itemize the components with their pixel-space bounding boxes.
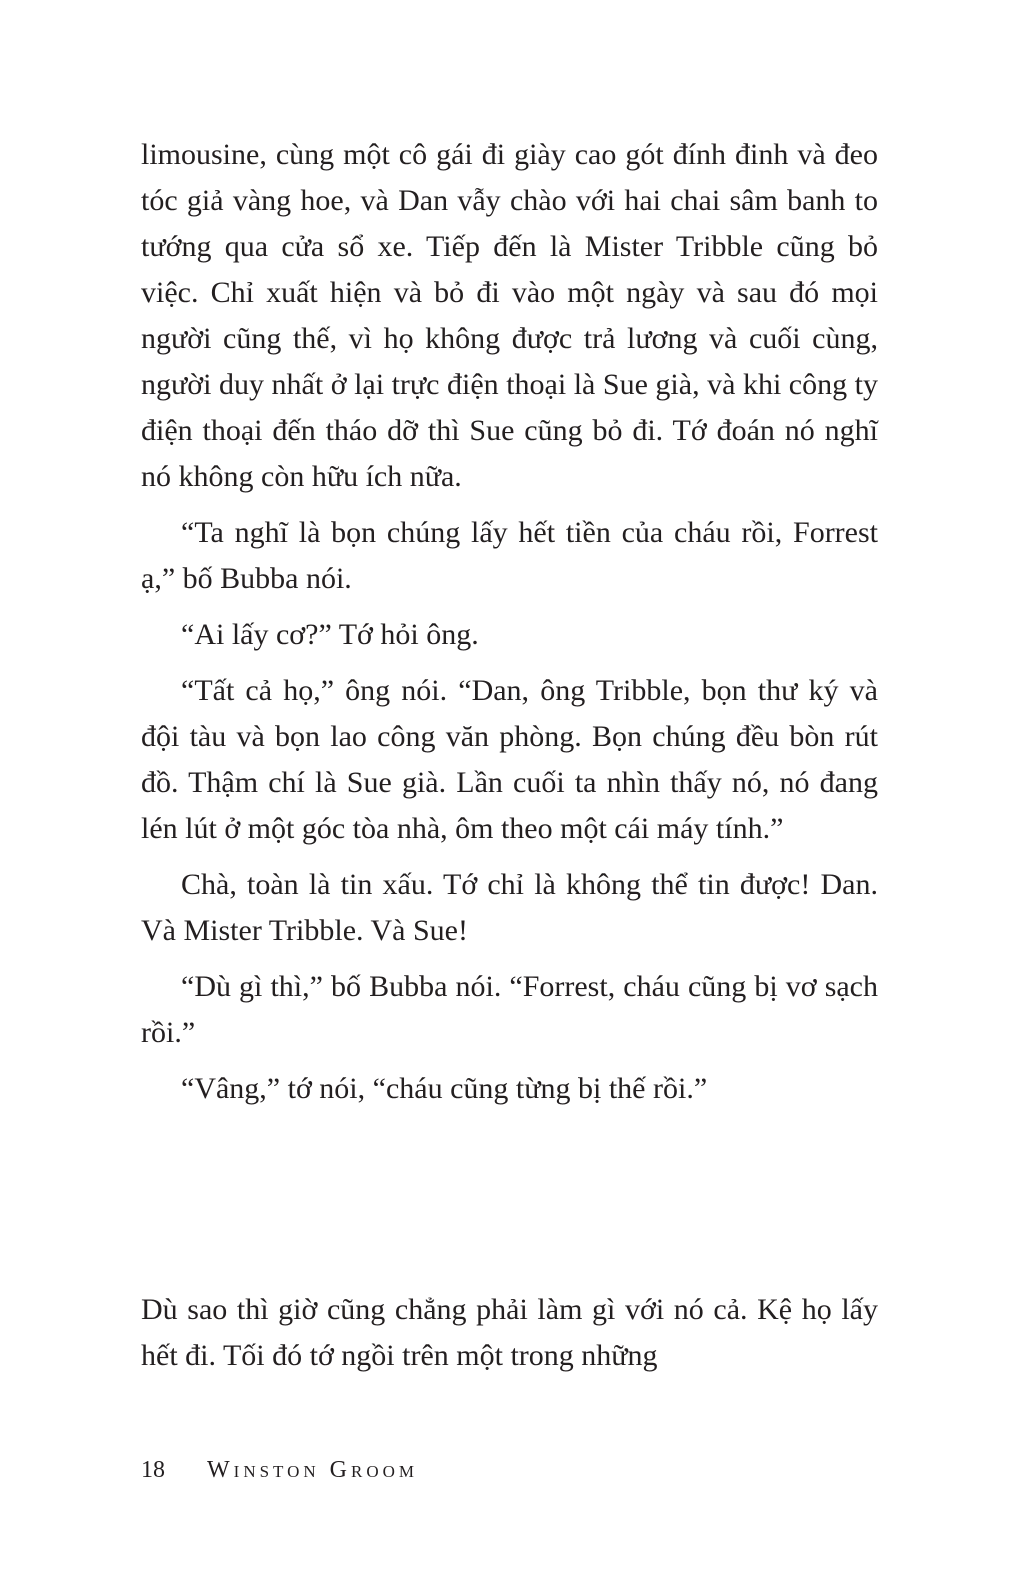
page-number: 18 xyxy=(141,1457,165,1483)
paragraph-dialogue: “Tất cả họ,” ông nói. “Dan, ông Tribble, bọn thư ký và đội tàu và bọn lao công văn phòng. Bọn chúng đều bòn rút đồ. Thậm chí là Sue già. Lần cuối ta nhìn thấy nó, nó đang lén lút ở một góc tòa nhà, ôm theo một cái máy tính.” xyxy=(141,674,878,845)
paragraph-dialogue: “Vâng,” tớ nói, “cháu cũng từng bị thế rồi.” xyxy=(181,1072,708,1105)
paragraph-narration: Chà, toàn là tin xấu. Tớ chỉ là không thể tin được! Dan. Và Mister Tribble. Và Sue! xyxy=(141,868,878,947)
page-footer xyxy=(141,1455,418,1485)
paragraph-dialogue: “Ai lấy cơ?” Tớ hỏi ông. xyxy=(181,618,479,651)
paragraph-dialogue: “Dù gì thì,” bố Bubba nói. “Forrest, cháu cũng bị vơ sạch rồi.” xyxy=(141,970,878,1049)
author-name: Winston Groom xyxy=(207,1457,419,1483)
paragraph-dialogue: “Ta nghĩ là bọn chúng lấy hết tiền của cháu rồi, Forrest ạ,” bố Bubba nói. xyxy=(141,516,878,595)
section-text xyxy=(141,1287,878,1379)
main-text xyxy=(141,132,878,1112)
paragraph-section-start: Dù sao thì giờ cũng chẳng phải làm gì với nó cả. Kệ họ lấy hết đi. Tối đó tớ ngồi trên một trong những xyxy=(141,1293,878,1372)
paragraph-continuation: limousine, cùng một cô gái đi giày cao gót đính đinh và đeo tóc giả vàng hoe, và Dan vẫy chào với hai chai sâm banh to tướng qua cửa sổ xe. Tiếp đến là Mister Tribble cũng bỏ việc. Chỉ xuất hiện và bỏ đi vào một ngày và sau đó mọi người cũng thế, vì họ không được trả lương và cuối cùng, người duy nhất ở lại trực điện thoại là Sue già, và khi công ty điện thoại đến tháo dỡ thì Sue cũng bỏ đi. Tớ đoán nó nghĩ nó không còn hữu ích nữa. xyxy=(141,138,878,493)
